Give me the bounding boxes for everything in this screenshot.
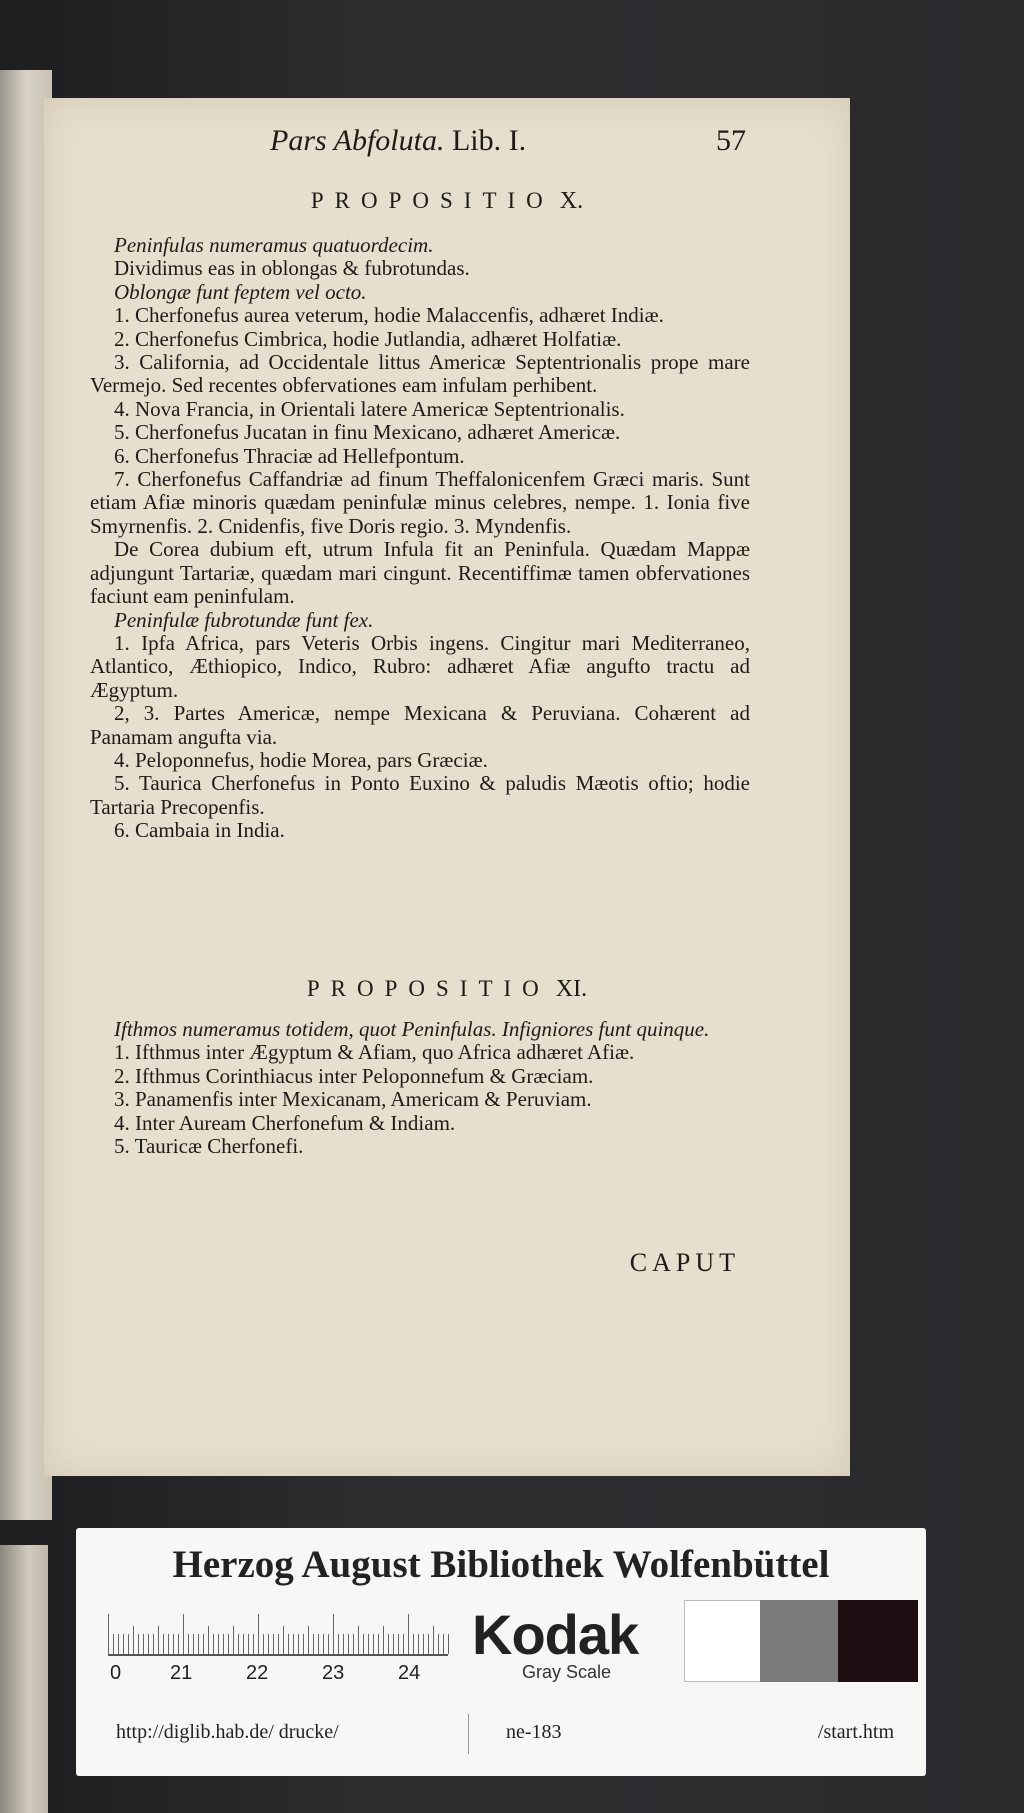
ruler-tick bbox=[433, 1626, 434, 1654]
paragraph: 3. Panamenfis inter Mexicanam, Americam & Peruviam. bbox=[114, 1087, 592, 1112]
ruler-tick bbox=[193, 1634, 194, 1654]
ruler-tick bbox=[108, 1614, 109, 1654]
running-head-part: Pars Abfoluta. bbox=[270, 124, 445, 157]
ruler-tick bbox=[413, 1634, 414, 1654]
ruler-tick bbox=[228, 1634, 229, 1654]
running-head bbox=[44, 124, 850, 164]
url-prefix: http://diglib.hab.de/ drucke/ bbox=[116, 1721, 339, 1743]
proposition-label: PROPOSITIO bbox=[306, 976, 550, 1001]
ruler-tick bbox=[128, 1634, 129, 1654]
ruler-tick bbox=[113, 1634, 114, 1654]
ruler-tick bbox=[428, 1634, 429, 1654]
ruler-tick bbox=[178, 1634, 179, 1654]
paragraph: 1. Ifthmus inter Ægyptum & Afiam, quo Africa adhæret Afiæ. bbox=[114, 1040, 635, 1065]
ruler-tick bbox=[218, 1634, 219, 1654]
ruler-tick bbox=[158, 1626, 159, 1654]
ruler-label: 23 bbox=[322, 1662, 345, 1684]
ruler-tick bbox=[368, 1634, 369, 1654]
left-lower-edge bbox=[0, 1545, 48, 1813]
ruler-tick bbox=[258, 1614, 259, 1654]
ruler-tick bbox=[403, 1634, 404, 1654]
ruler-tick bbox=[283, 1626, 284, 1654]
proposition-label: PROPOSITIO bbox=[310, 188, 554, 213]
ruler-tick bbox=[138, 1634, 139, 1654]
paragraph: Peninfulæ fubrotundæ funt fex. bbox=[114, 607, 374, 632]
proposition-heading-x bbox=[44, 188, 850, 215]
ruler-tick bbox=[243, 1634, 244, 1654]
running-head-lib: Lib. I. bbox=[451, 124, 527, 157]
ruler-tick bbox=[388, 1634, 389, 1654]
paragraph: 4. Inter Auream Cherfonefum & Indiam. bbox=[114, 1110, 456, 1135]
ruler-tick bbox=[133, 1626, 134, 1654]
ruler-tick bbox=[188, 1634, 189, 1654]
paragraph: 3. California, ad Occidentale littus Americæ Septentrionalis prope mare Vermejo. Sed recentes obfervationes eam infulam perhibent. bbox=[90, 350, 750, 398]
book-page bbox=[44, 98, 850, 1476]
ruler-tick bbox=[343, 1634, 344, 1654]
ruler-tick bbox=[183, 1614, 184, 1654]
paragraph: 2. Cherfonefus Cimbrica, hodie Jutlandia, adhæret Holfatiæ. bbox=[114, 326, 622, 351]
ruler-label: 22 bbox=[246, 1662, 269, 1684]
ruler-tick bbox=[373, 1634, 374, 1654]
ruler-tick bbox=[223, 1634, 224, 1654]
ruler-tick bbox=[173, 1634, 174, 1654]
proposition-number: X. bbox=[559, 188, 584, 214]
paragraph: 5. Cherfonefus Jucatan in finu Mexicano, adhæret Americæ. bbox=[114, 420, 621, 445]
ruler-tick bbox=[318, 1634, 319, 1654]
paragraph: De Corea dubium eft, utrum Infula fit an Peninfula. Quædam Mappæ adjungunt Tartariæ, quædam mari cingunt. Recentiffimæ tamen obfervationes faciunt eam peninfulam. bbox=[90, 537, 750, 609]
color-target-card bbox=[76, 1528, 926, 1776]
paragraph: 1. Ipfa Africa, pars Veteris Orbis ingens. Cingitur mari Mediterraneo, Atlantico, Æthiopico, Indico, Rubro: adhæret Afiæ angufto tractu ad Ægyptum. bbox=[90, 630, 750, 702]
paragraph: 2. Ifthmus Corinthiacus inter Peloponnefum & Græciam. bbox=[114, 1063, 594, 1088]
paragraph: 6. Cherfonefus Thraciæ ad Hellefpontum. bbox=[114, 443, 465, 468]
ruler-tick bbox=[308, 1626, 309, 1654]
proposition-x-body bbox=[90, 234, 750, 843]
gray-scale-label: Gray Scale bbox=[522, 1662, 612, 1682]
ruler-tick bbox=[288, 1634, 289, 1654]
paragraph: Dividimus eas in oblongas & fubrotundas. bbox=[114, 256, 470, 281]
scale-ruler bbox=[108, 1608, 448, 1656]
paragraph: 4. Peloponnefus, hodie Morea, pars Græciæ. bbox=[114, 747, 488, 772]
black-patch bbox=[838, 1600, 918, 1682]
page-number: 57 bbox=[716, 124, 746, 157]
ruler-tick bbox=[278, 1634, 279, 1654]
ruler-tick bbox=[358, 1626, 359, 1654]
paragraph: 2, 3. Partes Americæ, nempe Mexicana & Peruviana. Cohærent ad Panamam angufta via. bbox=[90, 701, 750, 749]
ruler-tick bbox=[438, 1634, 439, 1654]
ruler-tick bbox=[423, 1634, 424, 1654]
ruler-tick bbox=[408, 1614, 409, 1654]
ruler-tick bbox=[248, 1634, 249, 1654]
paragraph: Ifthmos numeramus totidem, quot Peninfulas. Infigniores funt quinque. bbox=[114, 1017, 710, 1041]
ruler-tick bbox=[333, 1614, 334, 1654]
ruler-tick bbox=[233, 1626, 234, 1654]
ruler-tick bbox=[203, 1634, 204, 1654]
ruler-tick bbox=[213, 1634, 214, 1654]
ruler-tick bbox=[418, 1634, 419, 1654]
paragraph: 1. Cherfonefus aurea veterum, hodie Malaccenfis, adhæret Indiæ. bbox=[114, 303, 664, 328]
ruler-tick bbox=[313, 1634, 314, 1654]
ruler-label: 0 bbox=[110, 1662, 122, 1684]
ruler-tick bbox=[153, 1634, 154, 1654]
ruler-tick bbox=[253, 1634, 254, 1654]
ruler-tick bbox=[273, 1634, 274, 1654]
ruler-tick bbox=[353, 1634, 354, 1654]
kodak-logo: Kodak bbox=[472, 1603, 639, 1666]
paragraph: Oblongæ funt feptem vel octo. bbox=[114, 279, 367, 304]
ruler-tick bbox=[208, 1626, 209, 1654]
ruler-tick bbox=[378, 1634, 379, 1654]
ruler-label: 24 bbox=[398, 1662, 421, 1684]
ruler-tick bbox=[168, 1634, 169, 1654]
paragraph: 7. Cherfonefus Caffandriæ ad finum Theffalonicenfem Græci maris. Sunt etiam Afiæ minoris quædam peninfulæ minus celebres, nempe. 1. Ionia five Smyrnenfis. 2. Cnidenfis, five Doris regio. 3. Myndenfis. bbox=[90, 467, 750, 538]
ruler-tick bbox=[143, 1634, 144, 1654]
url-suffix: /start.htm bbox=[817, 1721, 894, 1743]
ruler-tick bbox=[303, 1634, 304, 1654]
ruler-tick bbox=[198, 1634, 199, 1654]
proposition-heading-xi bbox=[44, 976, 850, 1003]
paragraph: 4. Nova Francia, in Orientali latere Americæ Septentrionalis. bbox=[114, 396, 625, 421]
ruler-tick bbox=[293, 1634, 294, 1654]
paragraph: 5. Tauricæ Cherfonefi. bbox=[114, 1134, 304, 1159]
ruler-tick bbox=[163, 1634, 164, 1654]
running-head-title bbox=[270, 124, 526, 158]
white-patch bbox=[684, 1600, 762, 1682]
catalog-id: ne-183 bbox=[506, 1721, 562, 1743]
ruler-tick bbox=[383, 1626, 384, 1654]
ruler-tick bbox=[328, 1634, 329, 1654]
proposition-number: XI. bbox=[555, 976, 588, 1002]
ruler-tick bbox=[448, 1634, 449, 1654]
ruler-tick bbox=[238, 1634, 239, 1654]
ruler-tick bbox=[123, 1634, 124, 1654]
ruler-label: 21 bbox=[170, 1662, 193, 1684]
ruler-tick bbox=[393, 1634, 394, 1654]
ruler-tick bbox=[398, 1634, 399, 1654]
paragraph: Peninfulas numeramus quatuordecim. bbox=[114, 233, 434, 257]
ruler-tick bbox=[338, 1634, 339, 1654]
ruler-tick bbox=[363, 1634, 364, 1654]
gray-patch bbox=[760, 1600, 838, 1682]
library-name: Herzog August Bibliothek Wolfenbüttel bbox=[172, 1543, 830, 1586]
ruler-tick bbox=[118, 1634, 119, 1654]
paragraph: 6. Cambaia in India. bbox=[114, 818, 285, 843]
ruler-tick bbox=[298, 1634, 299, 1654]
catchword: CAPUT bbox=[629, 1248, 740, 1277]
paragraph: 5. Taurica Cherfonefus in Ponto Euxino & paludis Mæotis oftio; hodie Tartaria Precopenfis. bbox=[90, 771, 750, 819]
proposition-xi-body bbox=[90, 1018, 750, 1158]
ruler-tick bbox=[263, 1634, 264, 1654]
ruler-tick bbox=[348, 1634, 349, 1654]
ruler-tick bbox=[268, 1634, 269, 1654]
ruler-tick bbox=[148, 1634, 149, 1654]
ruler-tick bbox=[443, 1634, 444, 1654]
ruler-tick bbox=[323, 1634, 324, 1654]
